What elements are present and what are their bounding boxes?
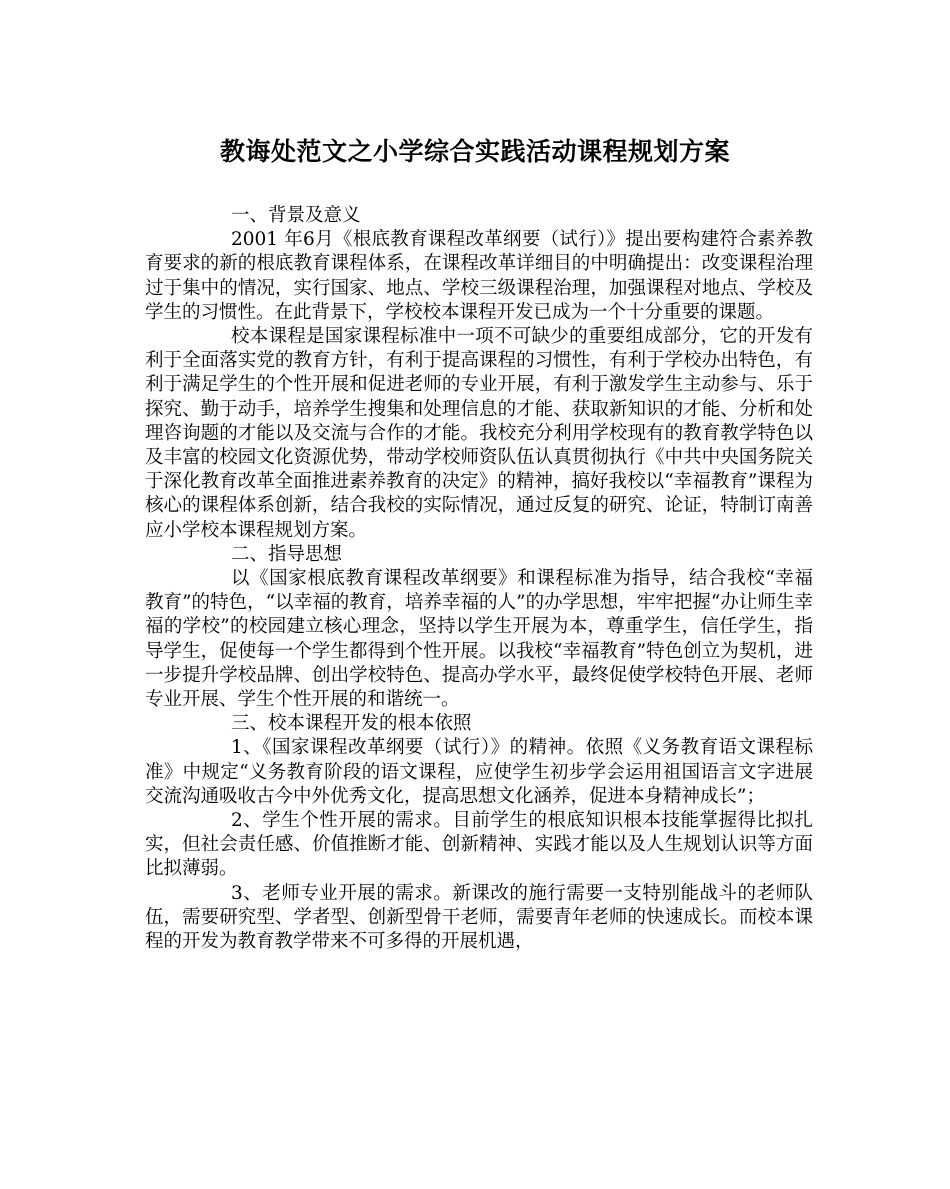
document-body <box>145 204 813 954</box>
paragraph: 以《国家根底教育课程改革纲要》和课程标准为指导，结合我校“幸福教育”的特色，“以幸福的教育，培养幸福的人”的办学思想，牢牢把握“办让师生幸福的学校”的校园建立核心理念，坚持以学生开展为本，尊重学生，信任学生，指导学生，促使每一个学生都得到个性开展。以我校“幸福教育”特色创立为契机，进一步提升学校品牌、创出学校特色、提高办学水平，最终促使学校特色开展、老师专业开展、学生个性开展的和谐统一。 <box>145 568 813 711</box>
section-heading: 一、背景及意义 <box>231 205 361 226</box>
paragraph: 2、学生个性开展的需求。目前学生的根底知识根本技能掌握得比拟扎实，但社会责任感、价值推断才能、创新精神、实践才能以及人生规划认识等方面比拟薄弱。 <box>145 810 813 880</box>
paragraph: 2001 年6月《根底教育课程改革纲要（试行）》提出要构建符合素养教育要求的新的根底教育课程体系，在课程改革详细目的中明确提出：改变课程治理过于集中的情况，实行国家、地点、学校三级课程治理，加强课程对地点、学校及学生的习惯性。在此背景下，学校校本课程开发已成为一个十分重要的课题。 <box>145 229 813 323</box>
paragraph: 校本课程是国家课程标准中一项不可缺少的重要组成部分，它的开发有利于全面落实党的教育方针，有利于提高课程的习惯性，有利于学校办出特色，有利于满足学生的个性开展和促进老师的专业开展，有利于激发学生主动参与、乐于探究、勤于动手，培养学生搜集和处理信息的才能、获取新知识的才能、分析和处理咨询题的才能以及交流与合作的才能。我校充分利用学校现有的教育教学特色以及丰富的校园文化资源优势，带动学校师资队伍认真贯彻执行《中共中央国务院关于深化教育改革全面推进素养教育的决定》的精神，搞好我校以“幸福教育”课程为核心的课程体系创新，结合我校的实际情况，通过反复的研究、论证，特制订南善应小学校本课程规划方案。 <box>145 326 813 541</box>
paragraph: 3、老师专业开展的需求。新课改的施行需要一支特别能战斗的老师队伍，需要研究型、学者型、创新型骨干老师，需要青年老师的快速成长。而校本课程的开发为教育教学带来不可多得的开展机遇， <box>145 882 813 953</box>
section-heading: 二、指导思想 <box>231 543 343 565</box>
document-title: 教诲处范文之小学综合实践活动课程规划方案 <box>219 137 730 166</box>
section-heading: 三、校本课程开发的根本依照 <box>231 713 472 735</box>
paragraph: 1、《国家课程改革纲要（试行）》的精神。依照《义务教育语文课程标准》中规定“义务教育阶段的语文课程，应使学生初步学会运用祖国语言文字进展交流沟通吸收古今中外优秀文化，提高思想文化涵养，促进本身精神成长”； <box>145 737 813 807</box>
